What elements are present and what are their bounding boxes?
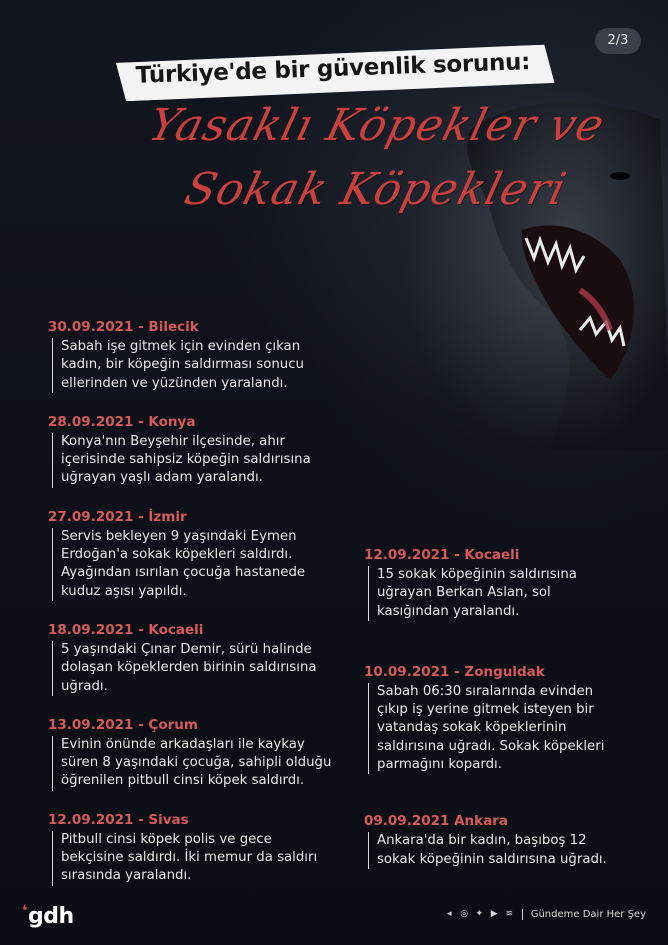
- logo-mark-icon: ❛: [22, 901, 28, 920]
- desc-line: kasığından yaralandı.: [377, 603, 520, 619]
- banner-title: Türkiye'de bir güvenlik sorunu:: [135, 49, 531, 89]
- event-date: 30.09.2021 - Bilecik: [48, 319, 199, 335]
- event-desc: [368, 566, 624, 621]
- desc-line: 5 yaşındaki Çınar Demir, sürü halinde: [61, 641, 312, 657]
- timeline-left: [48, 318, 348, 886]
- desc-line: 15 sokak köpeğinin saldırısına: [377, 567, 577, 582]
- event-desc: [368, 683, 624, 774]
- desc-line: Erdoğan'a sokak köpekleri saldırdı.: [61, 547, 293, 563]
- telegram-icon[interactable]: ◂: [446, 909, 452, 919]
- desc-line: Ankara'da bir kadın, başıboş 12: [377, 833, 587, 849]
- desc-line: Ayağından ısırılan çocuğa hastanede: [61, 565, 306, 581]
- event-item: [364, 546, 624, 621]
- event-desc: [52, 528, 348, 601]
- page-indicator: 2/3: [595, 28, 641, 54]
- desc-line: bekçisine saldırdı. İki memur da saldırı: [61, 850, 318, 866]
- desc-line: uğrayan yaşlı adam yaralandı.: [61, 470, 263, 486]
- desc-line: sırasında yaralandı.: [61, 868, 192, 884]
- event-item: [48, 716, 348, 791]
- timeline-right: [364, 546, 624, 869]
- desc-line: Sabah 06:30 sıralarında evinden: [377, 683, 594, 699]
- event-date: 28.09.2021 - Konya: [48, 413, 196, 430]
- footer-social: [445, 909, 646, 920]
- desc-line: içerisinde sahipsiz köpeğin saldırısına: [61, 452, 311, 468]
- event-date: 27.09.2021 - İzmir: [48, 508, 187, 525]
- event-desc: [52, 641, 348, 696]
- event-item: [364, 812, 624, 869]
- desc-line: ellerinden ve yüzünden yaralandı.: [61, 375, 288, 391]
- event-date: 09.09.2021 Ankara: [364, 813, 509, 830]
- event-date: 10.09.2021 - Zonguldak: [364, 663, 545, 680]
- event-date: 12.09.2021 - Kocaeli: [364, 547, 520, 563]
- event-item: [48, 811, 348, 886]
- desc-line: uğrayan Berkan Aslan, sol: [377, 585, 551, 601]
- desc-line: öğrenilen pitbull cinsi köpek saldırdı.: [61, 773, 305, 789]
- event-desc: [368, 832, 624, 869]
- youtube-icon[interactable]: ▶: [490, 909, 498, 919]
- desc-line: süren 8 yaşındaki çocuğa, sahipli olduğu: [61, 755, 332, 771]
- logo-text: gdh: [28, 904, 74, 929]
- desc-line: çıkıp iş yerine gitmek isteyen bir: [377, 702, 594, 718]
- event-item: [48, 621, 348, 696]
- twitter-icon[interactable]: ✦: [475, 909, 483, 919]
- event-date: 12.09.2021 - Sivas: [48, 811, 189, 828]
- instagram-icon[interactable]: ◎: [460, 909, 469, 919]
- spotify-icon[interactable]: ≋: [505, 909, 513, 919]
- desc-line: parmağını kopardı.: [377, 757, 502, 773]
- desc-line: saldırısına uğradı. Sokak köpekleri: [377, 738, 605, 754]
- desc-line: Evinin önünde arkadaşları ile kaykay: [61, 736, 305, 752]
- event-item: [364, 663, 624, 774]
- event-desc: [52, 338, 348, 393]
- desc-line: Konya'nın Beyşehir ilçesinde, ahır: [61, 433, 285, 449]
- desc-line: vatandaş sokak köpeklerinin: [377, 720, 567, 736]
- desc-line: Servis bekleyen 9 yaşındaki Eymen: [61, 528, 297, 544]
- footer-tagline: Gündeme Dair Her Şey: [530, 909, 646, 920]
- desc-line: Pitbull cinsi köpek polis ve gece: [61, 831, 272, 847]
- event-desc: [52, 433, 348, 488]
- desc-line: uğradı.: [61, 678, 108, 694]
- desc-line: Sabah işe gitmek için evinden çıkan: [61, 339, 301, 354]
- event-date: 18.09.2021 - Kocaeli: [48, 621, 204, 638]
- desc-line: sokak köpeğinin saldırısına uğradı.: [377, 851, 607, 867]
- desc-line: dolaşan köpeklerden birinin saldırısına: [61, 660, 317, 676]
- event-item: [48, 508, 348, 601]
- gdh-logo: [22, 901, 74, 929]
- desc-line: kuduz aşısı yapıldı.: [61, 583, 187, 599]
- event-item: [48, 318, 348, 393]
- event-desc: [52, 736, 348, 791]
- desc-line: kadın, bir köpeğin saldırması sonucu: [61, 357, 304, 373]
- event-desc: [52, 831, 348, 886]
- event-date: 13.09.2021 - Çorum: [48, 716, 198, 733]
- script-title-line2: Sokak Köpekleri: [179, 164, 572, 215]
- script-title-line1: Yasaklı Köpekler ve: [143, 100, 610, 151]
- footer-divider: [522, 909, 523, 920]
- event-item: [48, 413, 348, 488]
